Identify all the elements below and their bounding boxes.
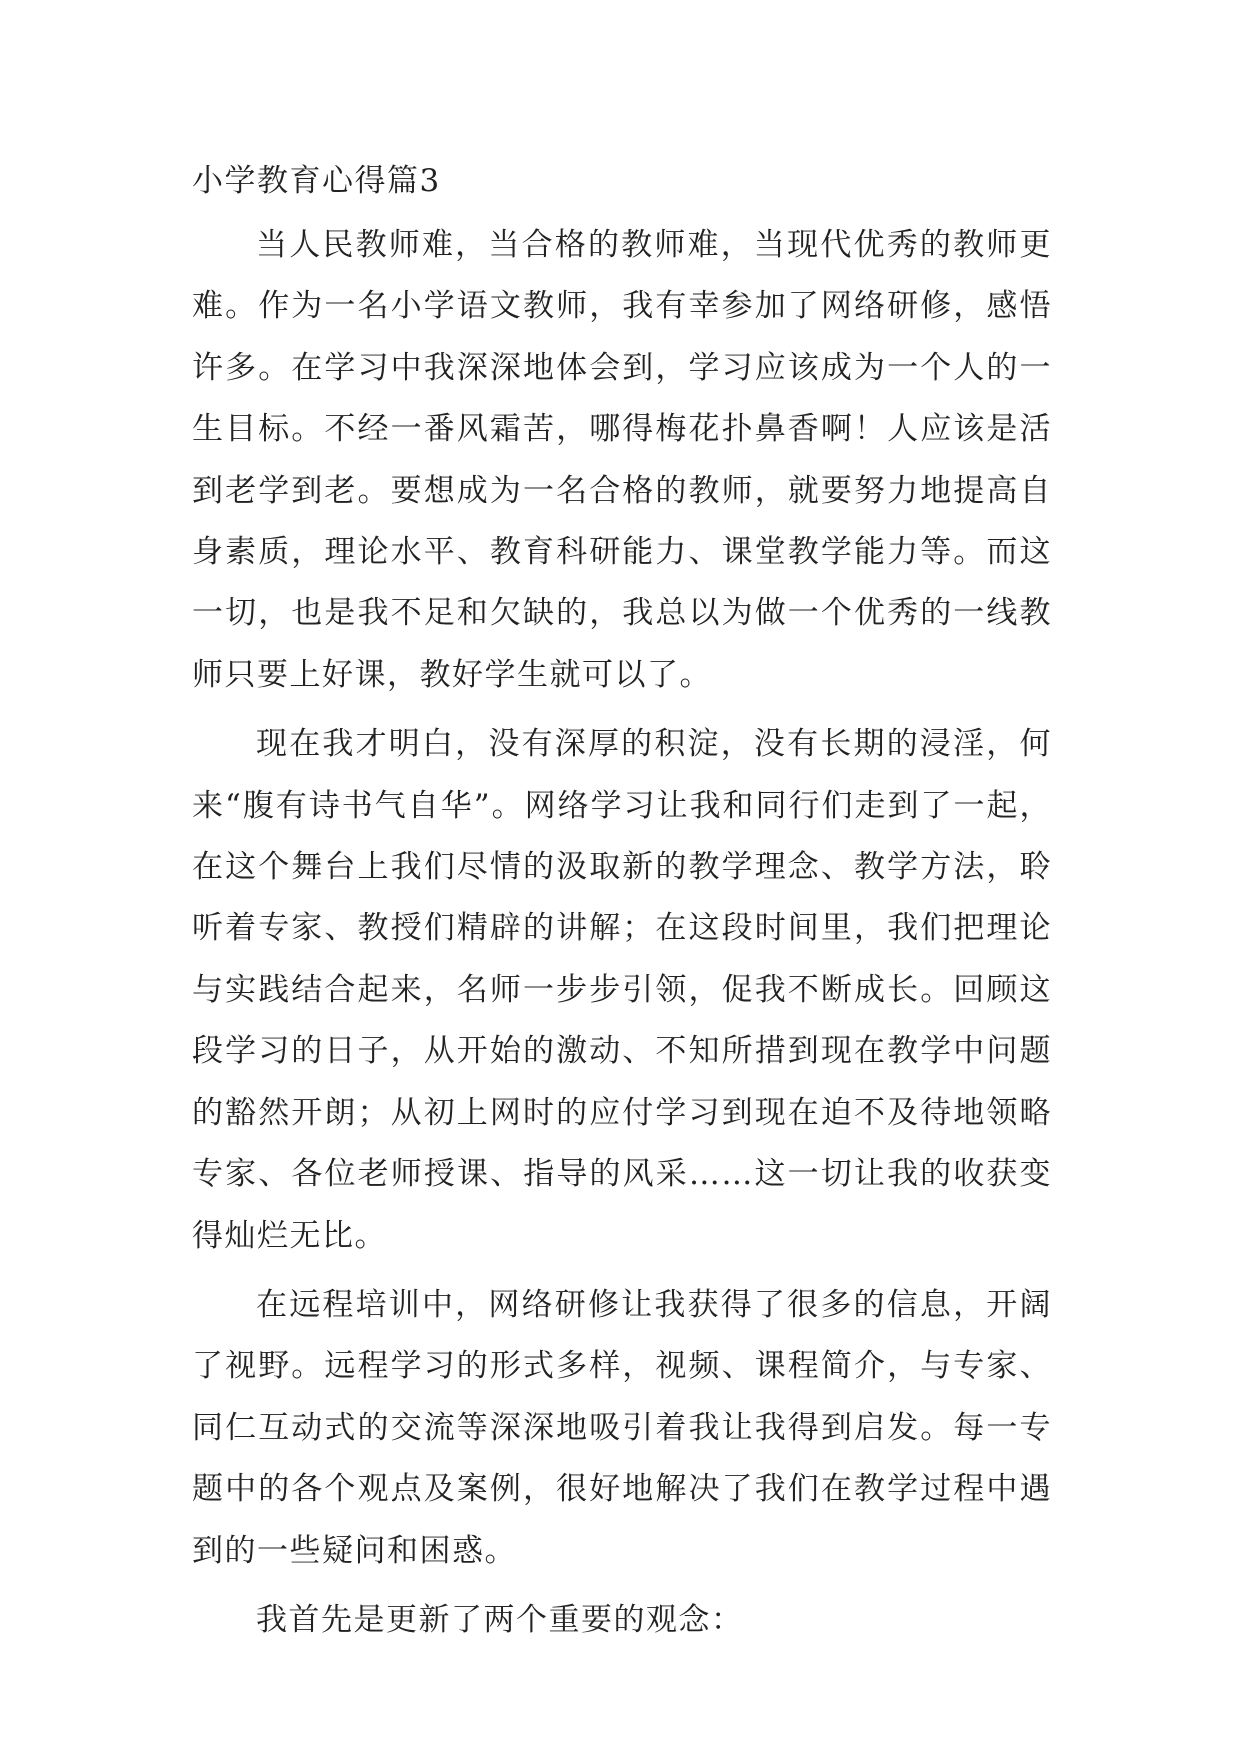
document-body [192,155,1052,1651]
paragraph-2: 现在我才明白，没有深厚的积淀，没有长期的浸淫，何来“腹有诗书气自华”。网络学习让我和同行们走到了一起，在这个舞台上我们尽情的汲取新的教学理念、教学方法，聆听着专家、教授们精辟的讲解；在这段时间里，我们把理论与实践结合起来，名师一步步引领，促我不断成长。回顾这段学习的日子，从开始的激动、不知所措到现在教学中问题的豁然开朗；从初上网时的应付学习到现在迫不及待地领略专家、各位老师授课、指导的风采……这一切让我的收获变得灿烂无比。 [192,726,1052,1254]
document-title: 小学教育心得篇3 [192,163,441,199]
paragraph-1: 当人民教师难，当合格的教师难，当现代优秀的教师更难。作为一名小学语文教师，我有幸参加了网络研修，感悟许多。在学习中我深深地体会到，学习应该成为一个人的一生目标。不经一番风霜苦，哪得梅花扑鼻香啊！人应该是活到老学到老。要想成为一名合格的教师，就要努力地提高自身素质，理论水平、教育科研能力、课堂教学能力等。而这一切，也是我不足和欠缺的，我总以为做一个优秀的一线教师只要上好课，教好学生就可以了。 [192,227,1052,693]
paragraph-4: 我首先是更新了两个重要的观念： [256,1601,744,1638]
paragraph-3: 在远程培训中，网络研修让我获得了很多的信息，开阔了视野。远程学习的形式多样，视频、课程简介，与专家、同仁互动式的交流等深深地吸引着我让我得到启发。每一专题中的各个观点及案例，很好地解决了我们在教学过程中遇到的一些疑问和困惑。 [192,1286,1052,1569]
